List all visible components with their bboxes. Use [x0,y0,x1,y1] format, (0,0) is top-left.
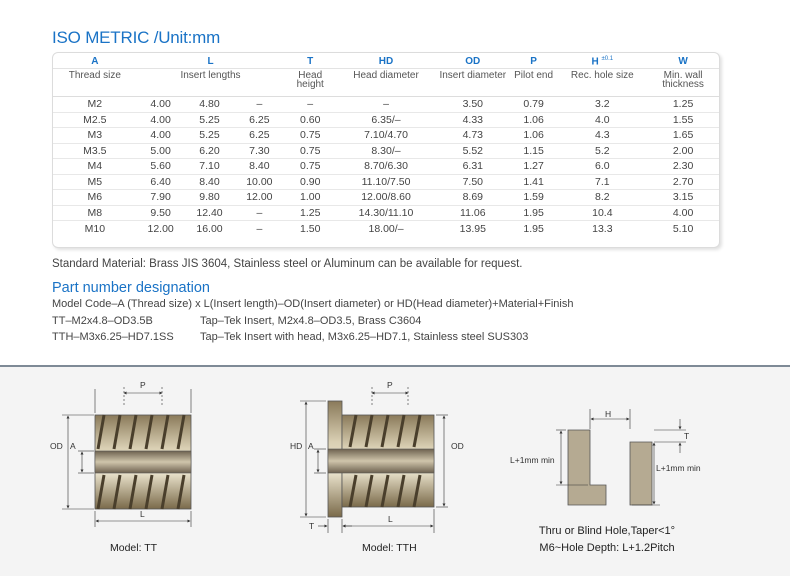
header-label: Min. wall thickness [662,70,704,90]
header-label: Insert diameter [439,70,507,81]
table-cell: 4.00 [137,128,185,144]
header-cell [53,53,137,97]
table-cell: 11.06 [436,205,510,221]
header-letter: A [53,56,137,69]
table-row [53,221,719,237]
table-row [53,159,719,175]
example-code-1: TT–M2x4.8–OD3.5B [52,315,153,327]
header-cell [558,53,648,97]
table-cell: 1.06 [510,112,558,128]
table-cell: 0.79 [510,97,558,113]
tth-drawing [290,380,464,533]
table-cell: – [284,97,336,113]
table-cell: 8.30/– [336,143,436,159]
table-cell: 18.00/– [336,221,436,237]
table-cell: 6.31 [436,159,510,175]
table-cell: 11.10/7.50 [336,174,436,190]
table-cell: 5.00 [137,143,185,159]
hole-h-label: H [605,409,612,419]
table-cell: M2.5 [53,112,137,128]
hole-left-depth-label: L+1mm min [510,455,555,465]
header-label: Insert lengths [180,70,241,81]
header-letter: P [510,56,558,69]
table-cell: 5.25 [185,128,235,144]
table-header [53,53,719,97]
table-cell: 6.25 [234,128,284,144]
table-cell: 2.30 [647,159,719,175]
table-cell: 6.25 [234,112,284,128]
table-cell: 14.30/11.10 [336,205,436,221]
table-cell: 1.95 [510,221,558,237]
table-cell: 1.00 [284,190,336,206]
hole-drawing [510,409,701,505]
header-letter: L [137,56,285,69]
spec-table-grid [53,53,719,236]
header-cell [510,53,558,97]
table-cell: 13.95 [436,221,510,237]
table-cell: 16.00 [185,221,235,237]
table-row [53,143,719,159]
table-cell: M2 [53,97,137,113]
table-cell: 4.3 [558,128,648,144]
header-tolerance: ±0.1 [601,56,614,62]
table-cell: 7.10 [185,159,235,175]
header-cell [336,53,436,97]
table-cell: 1.95 [510,205,558,221]
table-cell: 0.75 [284,128,336,144]
header-label: Head height [296,70,324,90]
spec-table [52,52,720,248]
part-number-title: Part number designation [52,280,210,296]
table-cell: 3.50 [436,97,510,113]
tth-t-label: T [309,521,315,531]
header-letter: OD [436,56,510,69]
model-tt-caption: Model: TT [110,542,158,554]
table-cell: M4 [53,159,137,175]
table-cell: 8.40 [234,159,284,175]
table-cell: 4.33 [436,112,510,128]
table-cell: 1.41 [510,174,558,190]
table-cell: 4.00 [647,205,719,221]
table-cell: M10 [53,221,137,237]
table-cell: – [234,205,284,221]
table-cell: 7.90 [137,190,185,206]
table-cell: 12.00/8.60 [336,190,436,206]
header-letter: T [284,56,336,69]
table-cell: 13.3 [558,221,648,237]
table-cell: – [234,221,284,237]
hole-note-2: M6~Hole Depth: L+1.2Pitch [539,542,675,554]
table-cell: 4.0 [558,112,648,128]
drawings-panel [0,365,790,576]
table-cell: 10.00 [234,174,284,190]
header-label: Rec. hole size [570,70,634,81]
table-cell: 1.25 [284,205,336,221]
table-row [53,128,719,144]
hole-right-depth-label: L+1mm min [656,463,701,473]
header-letter: H $^{\pm 0.1}$ [558,56,648,69]
table-cell: 1.65 [647,128,719,144]
table-row [53,97,719,113]
tt-l-label: L [140,509,145,519]
table-body [53,97,719,237]
table-cell: 0.75 [284,143,336,159]
table-cell: 8.70/6.30 [336,159,436,175]
table-cell: M8 [53,205,137,221]
table-cell: 7.30 [234,143,284,159]
header-label: Head diameter [353,70,419,81]
table-cell: 8.40 [185,174,235,190]
table-cell: 12.00 [234,190,284,206]
header-cell [436,53,510,97]
table-cell: – [234,97,284,113]
table-cell: 6.0 [558,159,648,175]
table-cell: 2.70 [647,174,719,190]
table-cell: 1.15 [510,143,558,159]
table-cell: 2.00 [647,143,719,159]
model-code-line: Model Code–A (Thread size) x L(Insert length)–OD(Insert diameter) or HD(Head diameter)+Material+Finish [52,298,574,310]
header-label: Thread size [68,70,121,81]
model-tth-caption: Model: TTH [362,542,417,554]
hole-t-label: T [684,431,690,441]
table-cell: – [336,97,436,113]
tth-od-label: OD [451,441,464,451]
tth-l-label: L [388,514,393,524]
table-cell: 4.80 [185,97,235,113]
tth-a-label: A [308,441,314,451]
table-cell: 12.40 [185,205,235,221]
tt-drawing [50,380,191,527]
header-cell [137,53,285,97]
table-cell: 1.06 [510,128,558,144]
header-label: Pilot end [514,70,554,81]
table-row [53,112,719,128]
example-desc-1: Tap–Tek Insert, M2x4.8–OD3.5, Brass C3604 [200,315,422,327]
table-cell: 1.55 [647,112,719,128]
table-cell: 4.00 [137,97,185,113]
tt-a-label: A [70,441,76,451]
table-cell: 5.60 [137,159,185,175]
table-cell: 1.25 [647,97,719,113]
tt-od-label: OD [50,441,63,451]
table-cell: 9.50 [137,205,185,221]
table-cell: 0.75 [284,159,336,175]
table-cell: 4.00 [137,112,185,128]
table-cell: 6.40 [137,174,185,190]
table-cell: M3 [53,128,137,144]
table-cell: 7.10/4.70 [336,128,436,144]
table-row [53,174,719,190]
example-desc-2: Tap–Tek Insert with head, M3x6.25–HD7.1, Stainless steel SUS303 [200,331,529,343]
table-cell: 4.73 [436,128,510,144]
header-cell [647,53,719,97]
header-row [53,53,719,97]
table-cell: 3.15 [647,190,719,206]
table-cell: 8.69 [436,190,510,206]
table-cell: 5.10 [647,221,719,237]
table-cell: 6.20 [185,143,235,159]
header-cell [284,53,336,97]
tt-p-label: P [140,380,146,390]
table-cell: 1.50 [284,221,336,237]
table-cell: 1.59 [510,190,558,206]
table-cell: 7.50 [436,174,510,190]
table-cell: 0.90 [284,174,336,190]
tth-hd-label: HD [290,441,303,451]
standard-material-note: Standard Material: Brass JIS 3604, Stainless steel or Aluminum can be available for request. [52,258,523,270]
table-cell: 6.35/– [336,112,436,128]
table-cell: 7.1 [558,174,648,190]
table-cell: 8.2 [558,190,648,206]
tth-p-label: P [387,380,393,390]
table-row [53,190,719,206]
table-row [53,205,719,221]
table-cell: 5.2 [558,143,648,159]
table-cell: 0.60 [284,112,336,128]
table-cell: 12.00 [137,221,185,237]
header-letter: W [647,56,719,69]
table-cell: 10.4 [558,205,648,221]
example-code-2: TTH–M3x6.25–HD7.1SS [52,331,174,343]
header-letter: HD [336,56,436,69]
hole-note-1: Thru or Blind Hole,Taper<1° [538,525,676,537]
table-cell: M6 [53,190,137,206]
table-cell: 1.27 [510,159,558,175]
table-cell: 5.52 [436,143,510,159]
table-cell: M5 [53,174,137,190]
table-cell: M3.5 [53,143,137,159]
page-title: ISO METRIC /Unit:mm [52,28,221,47]
table-cell: 5.25 [185,112,235,128]
table-cell: 3.2 [558,97,648,113]
table-cell: 9.80 [185,190,235,206]
